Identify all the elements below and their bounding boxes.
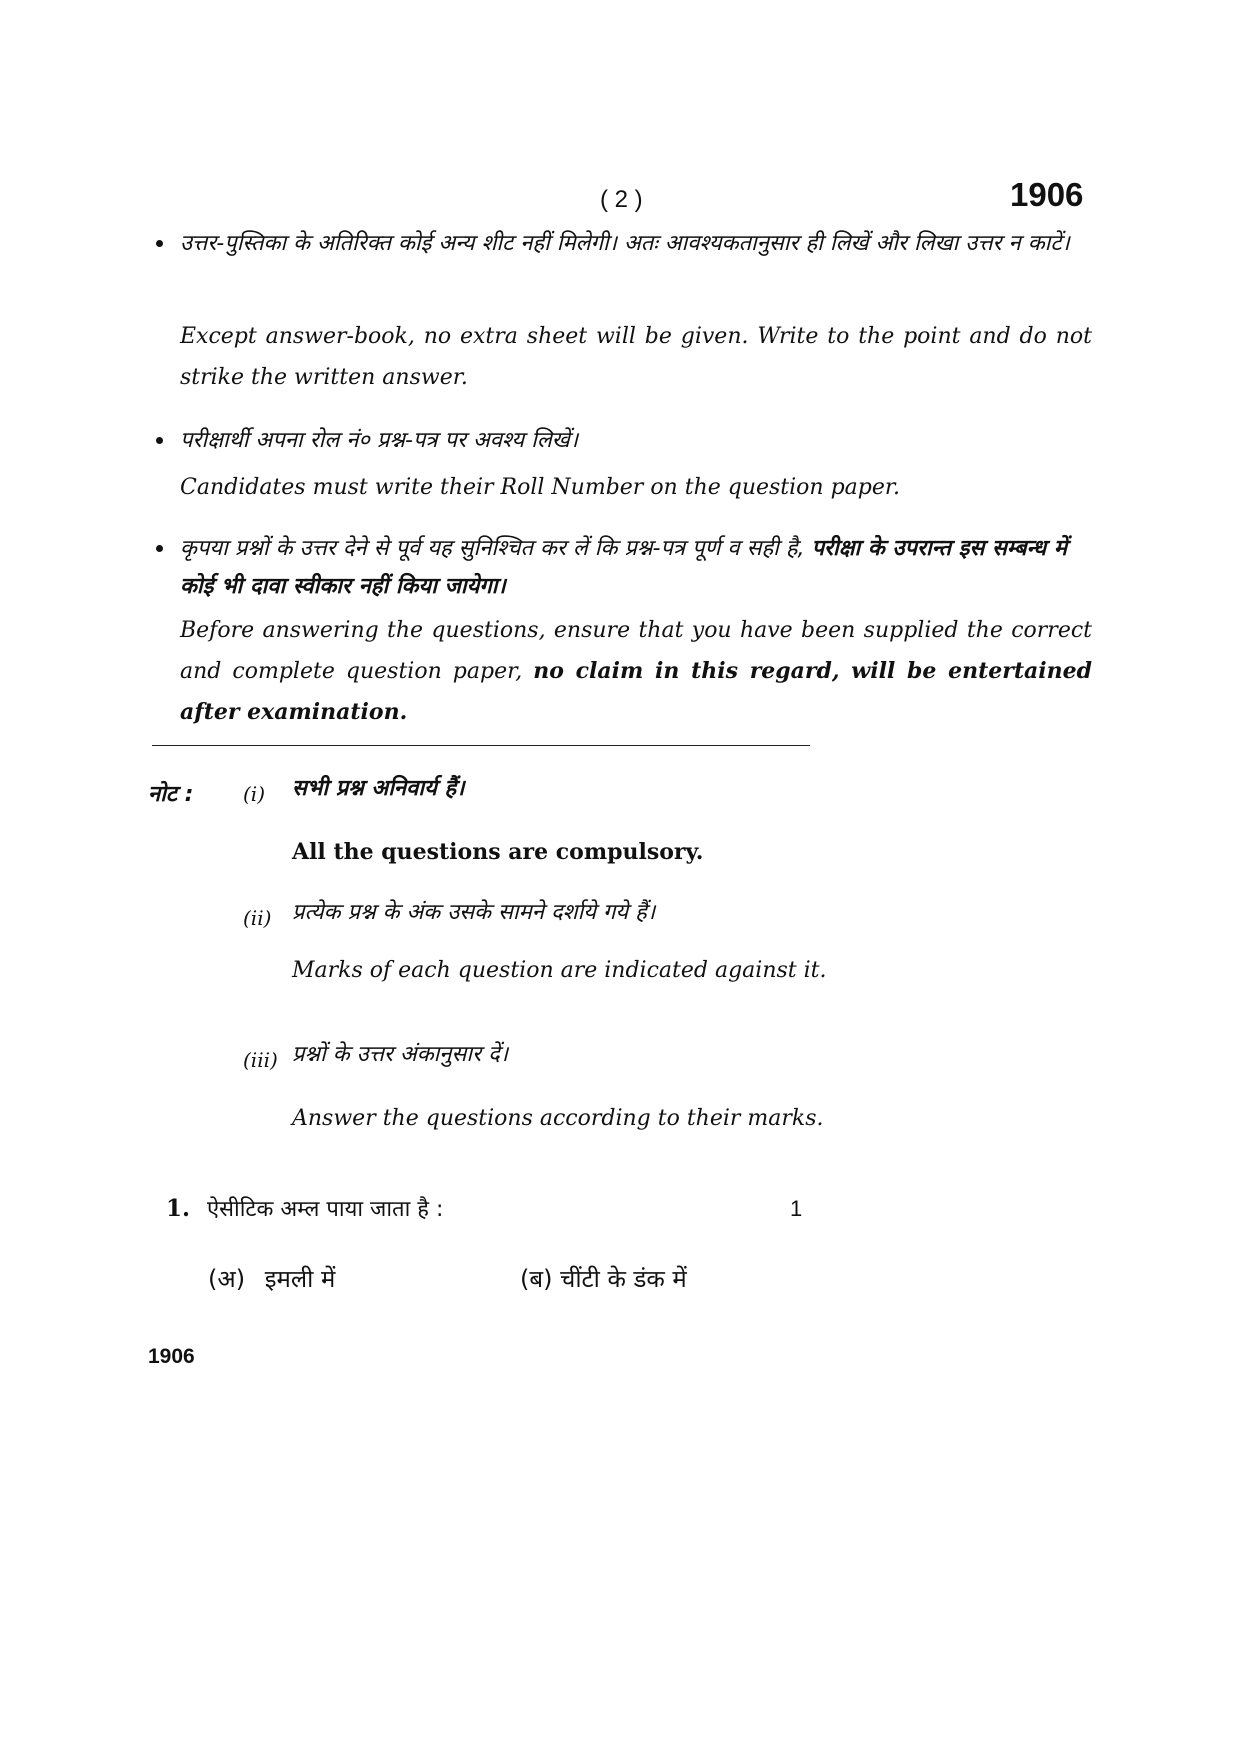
page-number: ( 2 ) — [600, 186, 643, 213]
option-a — [208, 1262, 335, 1295]
instruction-1-english: Except answer-book, no extra sheet will be given. Write to the point and do not strike the written answer. — [180, 324, 1092, 390]
bullet-icon — [156, 545, 163, 552]
instruction-3-hindi — [180, 530, 1092, 606]
note-item-numeral: (iii) — [243, 1048, 278, 1072]
option-a-text: इमली में — [264, 1265, 336, 1293]
question-marks: 1 — [790, 1196, 803, 1221]
bullet-icon — [156, 240, 163, 247]
question-text: ऐसीटिक अम्ल पाया जाता है : — [207, 1197, 444, 1222]
instruction-2-english: Candidates must write their Roll Number on the question paper. — [180, 475, 900, 500]
question-number: 1. — [166, 1195, 191, 1222]
note-item-1-english: All the questions are compulsory. — [292, 839, 704, 865]
option-a-label: (अ) — [208, 1265, 246, 1293]
note-label: नोट : — [148, 782, 194, 807]
note-item-3-english: Answer the questions according to their marks. — [292, 1106, 824, 1131]
paper-code-header: 1906 — [1010, 176, 1084, 213]
note-item-numeral: (i) — [243, 782, 266, 806]
instruction-3-english-warning: no claim in this regard, will be entertained after examination. — [180, 658, 1092, 725]
bullet-icon — [156, 437, 163, 444]
note-item-numeral: (ii) — [243, 906, 272, 930]
option-b-label: (ब) — [520, 1265, 553, 1293]
note-item-2-english: Marks of each question are indicated against it. — [292, 958, 827, 983]
instruction-3-english — [180, 610, 1092, 733]
divider-line — [152, 745, 810, 746]
instruction-3-hindi-warning: परीक्षा के उपरान्त इस सम्बन्ध में कोई भी दावा स्वीकार नहीं किया जायेगा। — [180, 536, 1068, 599]
option-b — [520, 1262, 687, 1295]
paper-code-footer: 1906 — [148, 1345, 195, 1368]
instruction-3-english-text: Before answering the questions, ensure that you have been supplied the correct and complete question paper, — [180, 618, 1092, 684]
note-item-3-hindi: प्रश्नों के उत्तर अंकानुसार दें। — [292, 1042, 509, 1067]
note-item-1-hindi: सभी प्रश्न अनिवार्य हैं। — [292, 776, 465, 801]
option-b-text: चींटी के डंक में — [560, 1265, 687, 1293]
instruction-1-hindi: उत्तर-पुस्तिका के अतिरिक्त कोई अन्य शीट नहीं मिलेगी। अतः आवश्यकतानुसार ही लिखें और लिखा उत्तर न काटें। — [180, 231, 1070, 256]
instruction-3-hindi-text: कृपया प्रश्नों के उत्तर देने से पूर्व यह सुनिश्चित कर लें कि प्रश्न-पत्र पूर्ण व सही है, — [180, 536, 805, 561]
instruction-2-hindi: परीक्षार्थी अपना रोल नं० प्रश्न-पत्र पर अवश्य लिखें। — [180, 428, 579, 453]
note-item-2-hindi: प्रत्येक प्रश्न के अंक उसके सामने दर्शाये गये हैं। — [292, 900, 656, 925]
